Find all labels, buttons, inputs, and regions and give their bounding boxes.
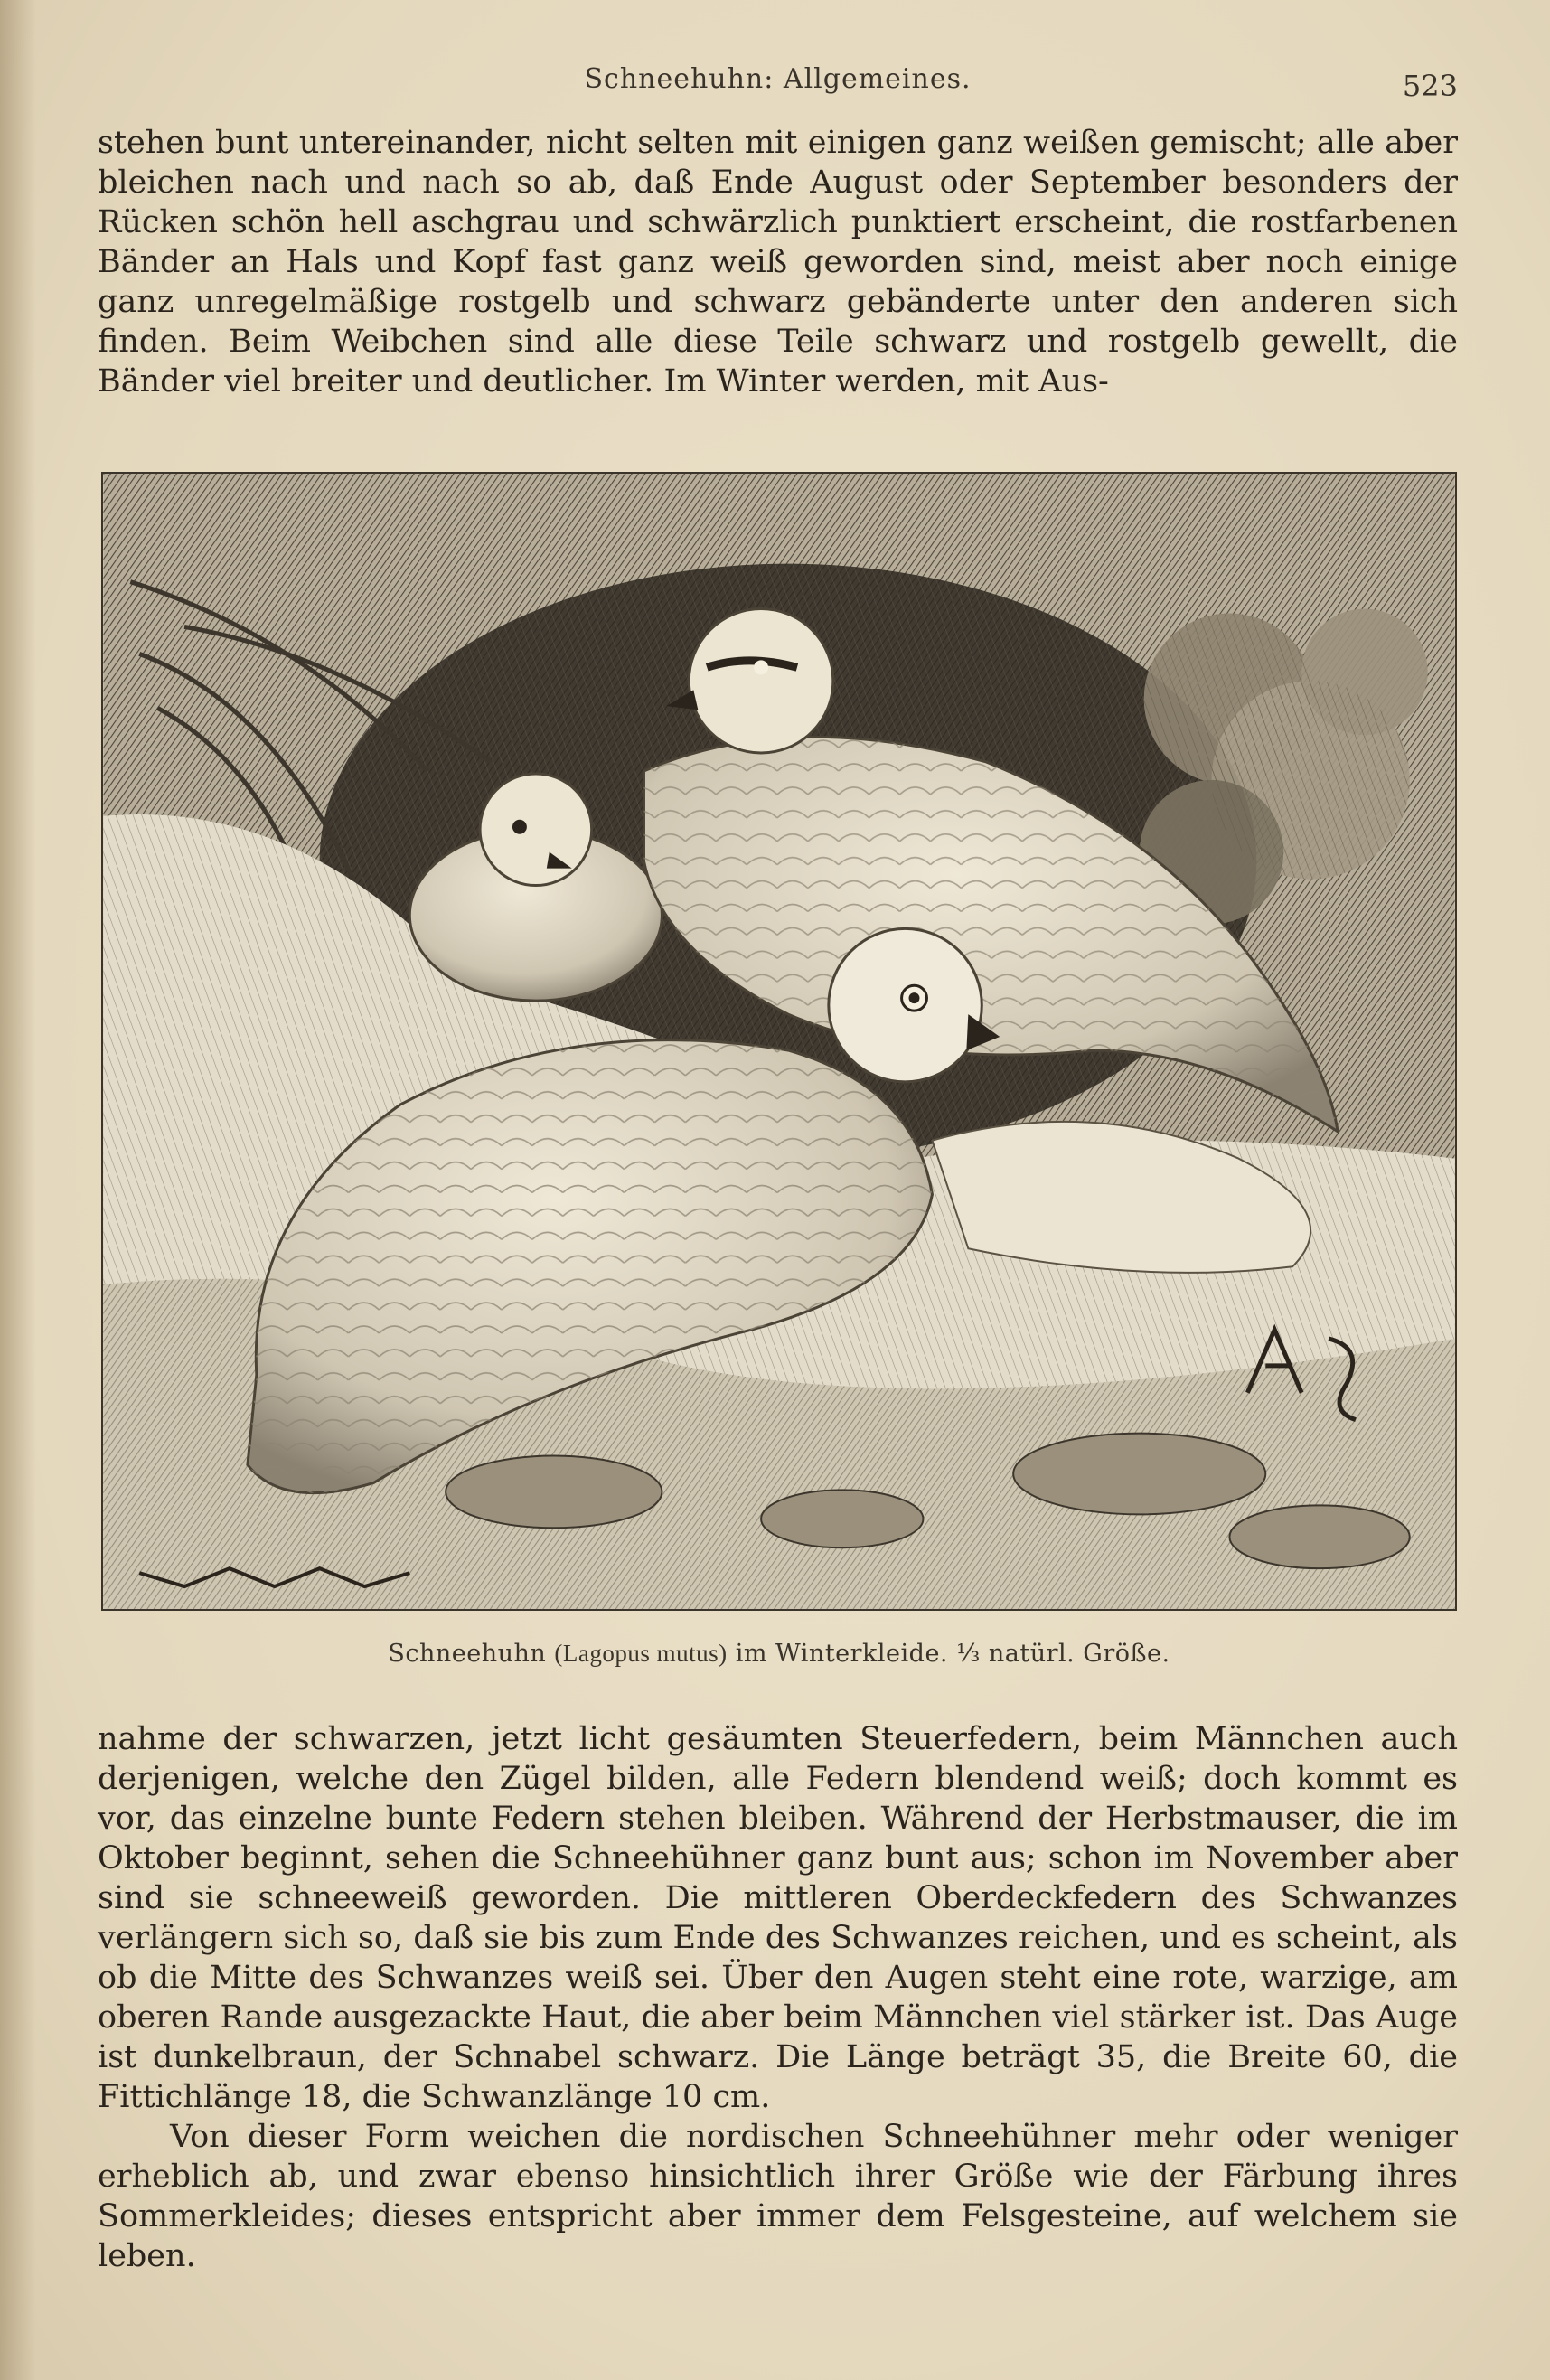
page-number: 523: [1402, 69, 1458, 103]
running-title: Schneehuhn: Allgemeines.: [584, 63, 972, 95]
bottom-text-block: [98, 1719, 1458, 2276]
ptarmigan-engraving: [101, 472, 1457, 1611]
illustration-figure: [101, 472, 1457, 1668]
caption-scale: ⅓ natürl. Größe.: [956, 1640, 1170, 1668]
caption-plumage: im Winterkleide.: [735, 1640, 949, 1668]
body-paragraph: nahme der schwarzen, jetzt licht gesäumten Steuerfedern, beim Männchen auch derjenigen, welche den Zügel bilden, alle Federn blendend weiß; doch kommt es vor, das einzelne bunte Federn stehen bleiben. Während der Herbstmauser, die im Oktober beginnt, sehen die Schneehühner ganz bunt aus; schon im November aber sind sie schneeweiß geworden. Die mittleren Oberdeckfedern des Schwanzes verlängern sich so, daß sie bis zum Ende des Schwanzes reichen, und es scheint, als ob die Mitte des Schwanzes weiß sei. Über den Augen steht eine rote, warzige, am oberen Rande ausgezackte Haut, die aber beim Männchen viel stärker ist. Das Auge ist dunkelbraun, der Schnabel schwarz. Die Länge beträgt 35, die Breite 60, die Fittichlänge 18, die Schwanzlänge 10 cm.: [98, 1721, 1458, 2115]
caption-common-name: Schneehuhn: [388, 1640, 547, 1668]
body-paragraph: Von dieser Form weichen die nordischen Schneehühner mehr oder weniger erheblich ab, und zwar ebenso hinsichtlich ihrer Größe wie der Färbung ihres Sommerkleides; dieses entspricht aber immer dem Felsgesteine, auf welchem sie leben.: [98, 2119, 1458, 2274]
caption-latin-name: (Lagopus mutus): [554, 1640, 728, 1667]
body-paragraph: stehen bunt untereinander, nicht selten mit einigen ganz weißen gemischt; alle aber bleichen nach und nach so ab, daß Ende August oder September besonders der Rücken schön hell aschgrau und schwärzlich punktiert erscheint, die rostfarbenen Bänder an Hals und Kopf fast ganz weiß geworden sind, meist aber noch einige ganz unregelmäßige rostgelb und schwarz gebänderte unter den anderen sich finden. Beim Weibchen sind alle diese Teile schwarz und rostgelb gewellt, die Bänder viel breiter und deutlicher. Im Winter werden, mit Aus-: [98, 125, 1458, 400]
top-text-block: [98, 123, 1458, 401]
page-header: [98, 63, 1458, 108]
page-gutter-shadow: [0, 0, 36, 2380]
figure-caption: [101, 1640, 1457, 1668]
